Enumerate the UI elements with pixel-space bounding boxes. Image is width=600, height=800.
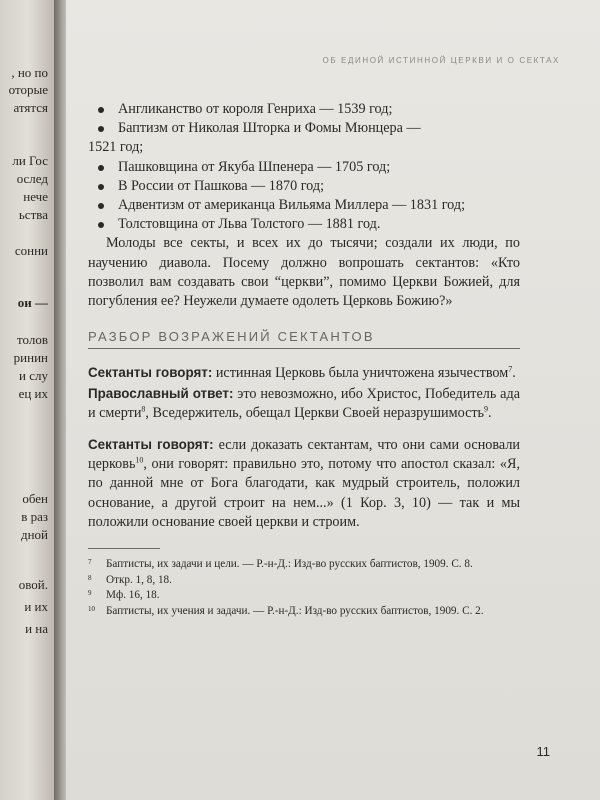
running-head: ОБ ЕДИНОЙ ИСТИННОЙ ЦЕРКВИ И О СЕКТАХ	[322, 56, 560, 65]
list-item: Адвентизм от американца Вильяма Миллера — 1831 год;	[88, 196, 520, 215]
left-page-text: и их	[24, 599, 48, 614]
left-page-text: и слу	[19, 368, 48, 383]
bullet-icon	[98, 107, 104, 113]
speaker-label: Сектанты говорят:	[88, 365, 213, 381]
footnotes	[88, 557, 520, 619]
bullet-icon	[98, 203, 104, 209]
bullet-icon	[98, 126, 104, 132]
left-page-text: толов	[17, 332, 48, 347]
page-number: 11	[536, 744, 550, 759]
footnote-ref[interactable]: 10	[135, 455, 144, 465]
left-page-text: дной	[20, 527, 48, 542]
left-page-text: и на	[25, 621, 48, 636]
objection-paragraph: Сектанты говорят: истинная Церковь была уничтожена язычеством$^7$.	[88, 364, 516, 382]
left-page-text: атятся	[13, 100, 48, 115]
left-page-text: овой.	[18, 577, 48, 592]
left-page-edge	[0, 0, 54, 800]
footnote: $^8$ Откр. 1, 8, 18.	[88, 573, 172, 586]
left-page-text: ринин	[13, 350, 48, 365]
list-item: Баптизм от Николая Шторка и Фомы Мюнцера —	[88, 119, 520, 138]
bullet-icon	[98, 184, 104, 190]
footnote: $^{10}$ Баптисты, их учения и задачи. — Р.-н-Д.: Изд-во русских баптистов, 1909. С. 2.	[88, 604, 484, 617]
left-page-text: оторые	[8, 82, 48, 97]
objection-paragraph: Сектанты говорят: если доказать сектантам, что они сами основали церковь$^{10}$, они говорят: правильно это, потому что апостол сказал: «Я, по данной мне от Бога благодати, как мудрый строитель, положил основание, а другой строит на нем...» (1 Кор. 3, 10) — так и мы положили основание своей церкви и строим.	[88, 437, 520, 530]
list-item-continuation: 1521 год;	[88, 139, 144, 156]
left-page-text: ец их	[18, 386, 48, 401]
bullet-icon	[98, 165, 104, 171]
left-page-text: в раз	[21, 509, 48, 524]
list-item: Англиканство от короля Генриха — 1539 год;	[88, 100, 520, 119]
left-page-text: обен	[22, 491, 48, 506]
answer-paragraph: Православный ответ: это невозможно, ибо Христос, Победитель ада и смерти$^8$, Вседержитель, обещал Церкви Своей неразрушимость$^9$.	[88, 385, 520, 421]
left-page-text: , но по	[11, 65, 48, 80]
left-page-text: сонни	[14, 243, 48, 258]
section-heading: РАЗБОР ВОЗРАЖЕНИЙ СЕКТАНТОВ	[88, 327, 520, 349]
book-page	[66, 0, 600, 800]
body-paragraph: Молоды все секты, и всех их до тысячи; создали их люди, по научению диавола. Посему должно вопрошать сектантов: «Кто позволил вам создавать свои “церкви”, помимо Церкви Божией, для погубления ее? Неужели думаете одолеть Церковь Божию?»	[88, 235, 520, 310]
page-content	[88, 100, 520, 619]
section-body	[88, 363, 520, 532]
sects-list	[88, 100, 520, 234]
footnote: $^7$ Баптисты, их задачи и цели. — Р.-н-Д.: Изд-во русских баптистов, 1909. С. 8.	[88, 558, 473, 571]
list-item: Пашковщина от Якуба Шпенера — 1705 год;	[88, 158, 520, 177]
left-page-text: ои —	[17, 295, 48, 310]
left-page-text: ьства	[18, 207, 48, 222]
left-page-text: ослед	[16, 171, 48, 186]
list-item: Толстовщина от Льва Толстого — 1881 год.	[88, 215, 520, 234]
footnote: $^9$ Мф. 16, 18.	[88, 589, 160, 602]
footnote-ref[interactable]: 9	[484, 404, 489, 414]
left-page-text: ли Гос	[12, 153, 48, 168]
list-item: В России от Пашкова — 1870 год;	[88, 177, 520, 196]
speaker-label: Сектанты говорят:	[88, 437, 214, 453]
speaker-label: Православный ответ:	[88, 385, 234, 401]
footnote-divider	[88, 548, 160, 549]
footnote-ref[interactable]: 8	[141, 404, 146, 414]
left-page-text: нече	[23, 189, 48, 204]
bullet-icon	[98, 222, 104, 228]
footnote-ref[interactable]: 7	[508, 364, 513, 374]
